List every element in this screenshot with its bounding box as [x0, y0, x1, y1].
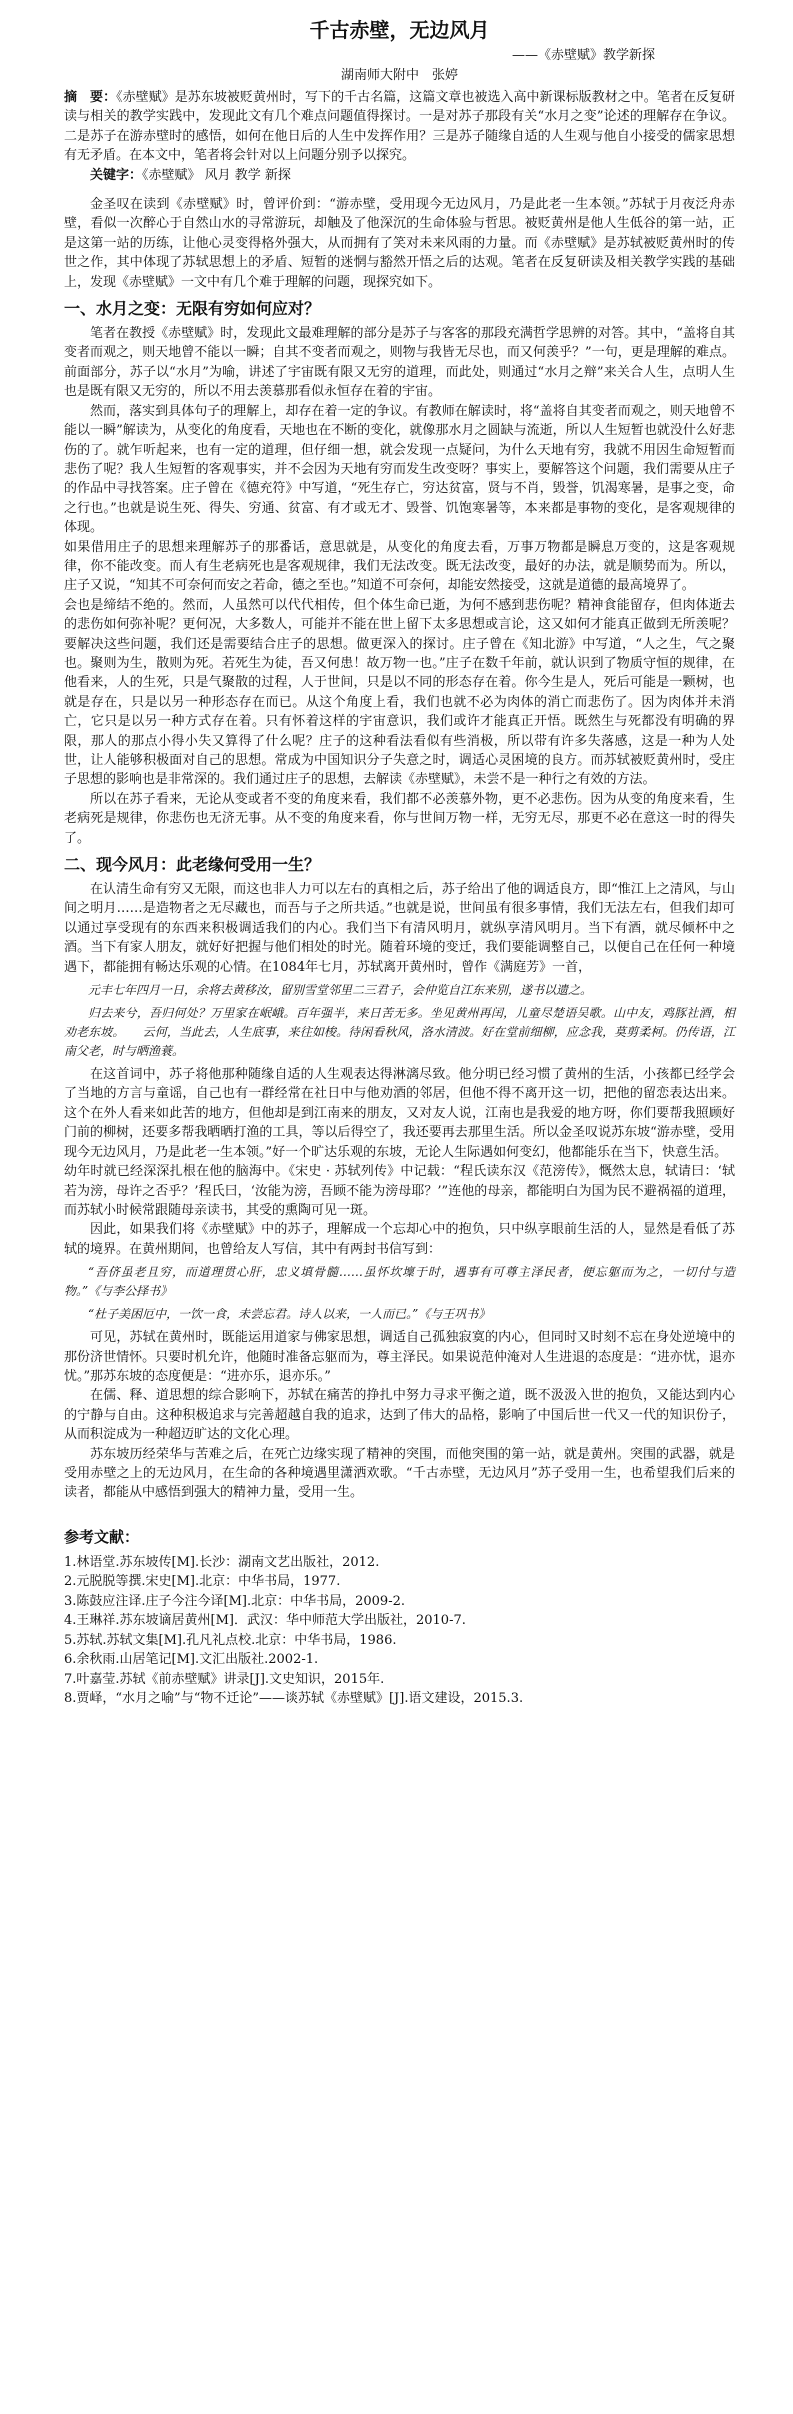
section1-paragraph: 然而，落实到具体句子的理解上，却存在着一定的争议。有教师在解读时，将“盖将自其变者而观之，则天地曾不能以一瞬”解读为，从变化的角度看，天地也在不断的变化，就像那水月之圆缺与流逝，所以人生短暂也就没什么好悲伤的了。就乍听起来，也有一定的道理，但仔细一想，就会发现一点疑问，为什么天地有穷，我就不用因生命短暂而悲伤了呢？我人生短暂的客观事实，并不会因为天地有穷而发生改变呀？事实上，要解答这个问题，我们需要从庄子的作品中寻找答案。庄子曾在《德充符》中写道，“死生存亡，穷达贫富，贤与不肖，毁誉，饥渴寒暑，是事之变，命之行也。”也就是说生死、得失、穷通、贫富、有才或无才、毁誉、饥饱寒暑等，本来都是事物的变化，是客观规律的体现。 — [64, 403, 735, 536]
intro-paragraph: 金圣叹在读到《赤壁赋》时，曾评价到：“游赤壁，受用现今无边风月，乃是此老一生本领。”苏轼于月夜泛舟赤壁，看似一次醉心于自然山水的寻常游玩，却触及了他深沉的生命体验与哲思。被贬黄州是他人生低谷的第一站，正是这第一站的历练，让他心灵变得格外强大，从而拥有了笑对未来风雨的力量。而《赤壁赋》是苏轼被贬黄州时的传世之作，其中体现了苏轼思想上的矛盾、短暂的迷惘与豁然开悟之后的达观。笔者在反复研读及相关教学实践的基础上，发现《赤壁赋》一文中有几个难于理解的问题，现探究如下。 — [64, 197, 735, 290]
section1-paragraph: 会也是缔结不绝的。然而，人虽然可以代代相传，但个体生命已逝，为何不感到悲伤呢？精神食能留存，但肉体逝去的悲伤如何弥补呢？更何况，大多数人，可能并不能在世上留下太多思想或言论，这又如何才能真正做到无所羡呢？要解决这些问题，我们还是需要结合庄子的思想。做更深入的探讨。庄子曾在《知北游》中写道，“人之生，气之聚也。聚则为生，散则为死。若死生为徒，吾又何患！故万物一也。”庄子在数千年前，就认识到了物质守恒的规律，在他看来，人的生死，只是气聚散的过程，人于世间，只是以不同的形态存在着。你今生是人，死后可能是一颗树，也就是存在，只是以另一种形态存在而已。从这个角度上看，我们也就不必为肉体的消亡而悲伤了。因为肉体并未消亡，它只是以另一种方式存在着。只有怀着这样的宇宙意识，我们或许才能真正开悟。既然生与死都没有明确的界限，那人的那点小得小失又算得了什么呢？庄子的这种看法看似有些消极，所以带有许多失落感，这是一种为人处世，让人能够积极面对自己的思想。常成为中国知识分子失意之时，调适心灵困境的良方。而苏轼被贬黄州时，受庄子思想的影响也是非常深的。我们通过庄子的思想，去解读《赤壁赋》，未尝不是一种行之有效的方法。 — [64, 597, 735, 788]
section2-paragraph: 幼年时就已经深深扎根在他的脑海中。《宋史 · 苏轼列传》中记载：“程氏读东汉《范滂传》，慨然太息，轼请曰：‘轼若为滂，母许之否乎？’程氏曰，‘汝能为滂，吾顾不能为滂母耶？’”连他的母亲，都能明白为国为民不避祸福的道理，而苏轼小时候常跟随母亲读书，其受的熏陶可见一斑。 — [64, 1164, 735, 1218]
reference-item: 2.元脱脱等撰.宋史[M].北京：中华书局，1977. — [64, 1574, 341, 1590]
reference-item: 5.苏轼.苏轼文集[M].孔凡礼点校.北京：中华书局，1986. — [64, 1632, 397, 1648]
abstract — [64, 88, 735, 166]
section2-paragraph: 苏东坡历经荣华与苦难之后，在死亡边缘实现了精神的突围，而他突围的第一站，就是黄州。突围的武器，就是受用赤壁之上的无边风月，在生命的各种境遇里潇洒欢歌。“千古赤壁，无边风月”苏子受用一生，也希望我们后来的读者，都能从中感悟到强大的精神力量，受用一生。 — [64, 1446, 735, 1501]
section2-paragraph: 在这首词中，苏子将他那种随缘自适的人生观表达得淋漓尽致。他分明已经习惯了黄州的生活，小孩都已经学会了当地的方言与童谣，自己也有一群经常在社日中与他劝酒的邻居，但他不得不离开这一切，把他的留恋表达出来。这个在外人看来如此苦的地方，但他却是到江南来的朋友，又对友人说，江南也是我爱的地方呀，你们要帮我照顾好门前的柳树，还要多帮我晒晒打渔的工具，等以后得空了，我还要再去那里生活。所以金圣叹说苏东坡“游赤壁，受用现今无边风月，乃是此老一生本领。”好一个旷达乐观的东坡，无论人生际遇如何变幻，他都能乐在当下，快意生活。 — [64, 1067, 735, 1160]
letter-quote: “杜子美困厄中，一饮一食，未尝忘君。诗人以来，一人而已。”《与王巩书》 — [88, 1307, 491, 1322]
keywords — [64, 166, 735, 185]
section2-paragraph: 可见，苏轼在黄州时，既能运用道家与佛家思想，调适自己孤独寂寞的内心，但同时又时刻不忘在身处逆境中的那份济世情怀。只要时机允许，他随时准备忘躯而为，尊主泽民。如果说范仲淹对人生进退的态度是：“进亦忧，退亦忧。”那苏东坡的态度便是：“进亦乐，退亦乐。” — [64, 1330, 735, 1384]
section2-paragraph: 在认清生命有穷又无限，而这也非人力可以左右的真相之后，苏子给出了他的调适良方，即“惟江上之清风，与山间之明月……是造物者之无尽藏也，而吾与子之所共适。”也就是说，世间虽有很多事情，我们无法左右，但我们却可以通过享受现有的东西来积极调适我们的内心。我们当下有清风明月，就纵享清风明月。当下有酒，就尽倾杯中之酒。当下有家人朋友，就好好把握与他们相处的时光。随着环境的变迁，我们要能调整自己，以便自己在任何一种境遇下，都能拥有畅达乐观的心情。在1084年七月，苏轼离开黄州时，曾作《满庭芳》一首， — [64, 882, 735, 975]
reference-item: 6.余秋雨.山居笔记[M].文汇出版社.2002-1. — [64, 1652, 319, 1668]
letter-quote: “吾侪虽老且穷，而道理贯心肝，忠义填骨髓……虽怀坎壈于时，遇事有可尊主泽民者，便忘躯而为之，一切付与造物。”《与李公择书》 — [64, 1265, 735, 1299]
references-list — [64, 1553, 735, 1709]
reference-item: 3.陈鼓应注译.庄子今注今译[M].北京：中华书局，2009-2. — [64, 1593, 406, 1609]
poem-body: 归去来兮，吾归何处？万里家在岷峨。百年强半，来日苦无多。坐见黄州再闰，儿童尽楚语吴歌。山中友，鸡豚社酒，相劝老东坡。 云何，当此去，人生底事，来往如梭。待闲看秋风，洛水清波。好在堂前细柳，应念我，莫剪柔柯。仍传语，江南父老，时与晒渔蓑。 — [64, 1006, 735, 1059]
reference-item: 1.林语堂.苏东坡传[M].长沙：湖南文艺出版社，2012. — [64, 1554, 380, 1570]
section1-paragraph: 笔者在教授《赤壁赋》时，发现此文最难理解的部分是苏子与客客的那段充满哲学思辨的对答。其中，“盖将自其变者而观之，则天地曾不能以一瞬；自其不变者而观之，则物与我皆无尽也，而又何羡乎？”一句，更是理解的难点。前面部分，苏子以“水月”为喻，讲述了宇宙既有限又无穷的道理，而此处，则通过“水月之辩”来关合人生，点明人生也是既有限又无穷的，所以不用去羡慕那看似永恒存在着的宇宙。 — [64, 326, 735, 400]
section1-paragraph: 如果借用庄子的思想来理解苏子的那番话，意思就是，从变化的角度去看，万事万物都是瞬息万变的，这是客观规律，你不能改变。而人有生老病死也是客观规律，我们无法改变。既无法改变，最好的办法，就是顺势而为。所以，庄子又说，“知其不可奈何而安之若命，德之至也。”知道不可奈何，却能安然接受，这就是道德的最高境界了。 — [64, 539, 735, 594]
article-subtitle: ——《赤壁赋》教学新探 — [511, 48, 655, 63]
section-heading-2: 二、现今风月：此老缘何受用一生？ — [64, 855, 321, 875]
references-title: 参考文献： — [64, 1527, 140, 1546]
section-heading-1: 一、水月之变：无限有穷如何应对？ — [64, 299, 321, 319]
article-title: 千古赤壁，无边风月 — [309, 18, 490, 42]
reference-item: 4.王琳祥.苏东坡谪居黄州[M]．武汉：华中师范大学出版社，2010-7. — [64, 1613, 466, 1629]
reference-item: 7.叶嘉莹.苏轼《前赤壁赋》讲录[J].文史知识，2015年. — [64, 1671, 385, 1687]
poem-preface: 元丰七年四月一日，余将去黄移汝，留别雪堂邻里二三君子，会仲览自江东来别，遂书以遗之。 — [88, 983, 593, 998]
section2-paragraph: 在儒、释、道思想的综合影响下，苏轼在痛苦的挣扎中努力寻求平衡之道，既不汲汲入世的抱负，又能达到内心的宁静与自由。这种积极追求与完善超越自我的追求，达到了伟大的品格，影响了中国后世一代又一代的知识份子，从而积淀成为一种超迈旷达的文化心理。 — [64, 1388, 735, 1443]
section2-paragraph: 因此，如果我们将《赤壁赋》中的苏子，理解成一个忘却心中的抱负，只中纵享眼前生活的人，显然是看低了苏轼的境界。在黄州期间，也曾给友人写信，其中有两封书信写到： — [64, 1222, 735, 1257]
abstract-label: 摘 要： — [64, 90, 117, 105]
section1-paragraph: 所以在苏子看来，无论从变或者不变的角度来看，我们都不必羡慕外物，更不必悲伤。因为从变的角度来看，生老病死是规律，你悲伤也无济无事。从不变的角度来看，你与世间万物一样，无穷无尽，那更不必在意这一时的得失了。 — [64, 791, 735, 846]
abstract-text: 《赤壁赋》是苏东坡被贬黄州时，写下的千古名篇，这篇文章也被选入高中新课标版教材之中。笔者在反复研读与相关的教学实践中，发现此文有几个难点问题值得探讨。一是对苏子那段有关“水月之变”论述的理解存在争议。二是苏子在游赤壁时的感悟，如何在他日后的人生中发挥作用？三是苏子随缘自适的人生观与他自小接受的儒家思想有无矛盾。在本文中，笔者将会针对以上问题分别予以探究。 — [64, 90, 735, 164]
article-author: 湖南师大附中 张婷 — [340, 68, 458, 83]
keywords-text: 《赤壁赋》 风月 教学 新探 — [142, 167, 291, 183]
keywords-label: 关键字： — [90, 167, 143, 183]
reference-item: 8.贾峄，“水月之喻”与“物不迁论”——谈苏轼《赤壁赋》[J].语文建设，2015.3. — [64, 1691, 524, 1707]
